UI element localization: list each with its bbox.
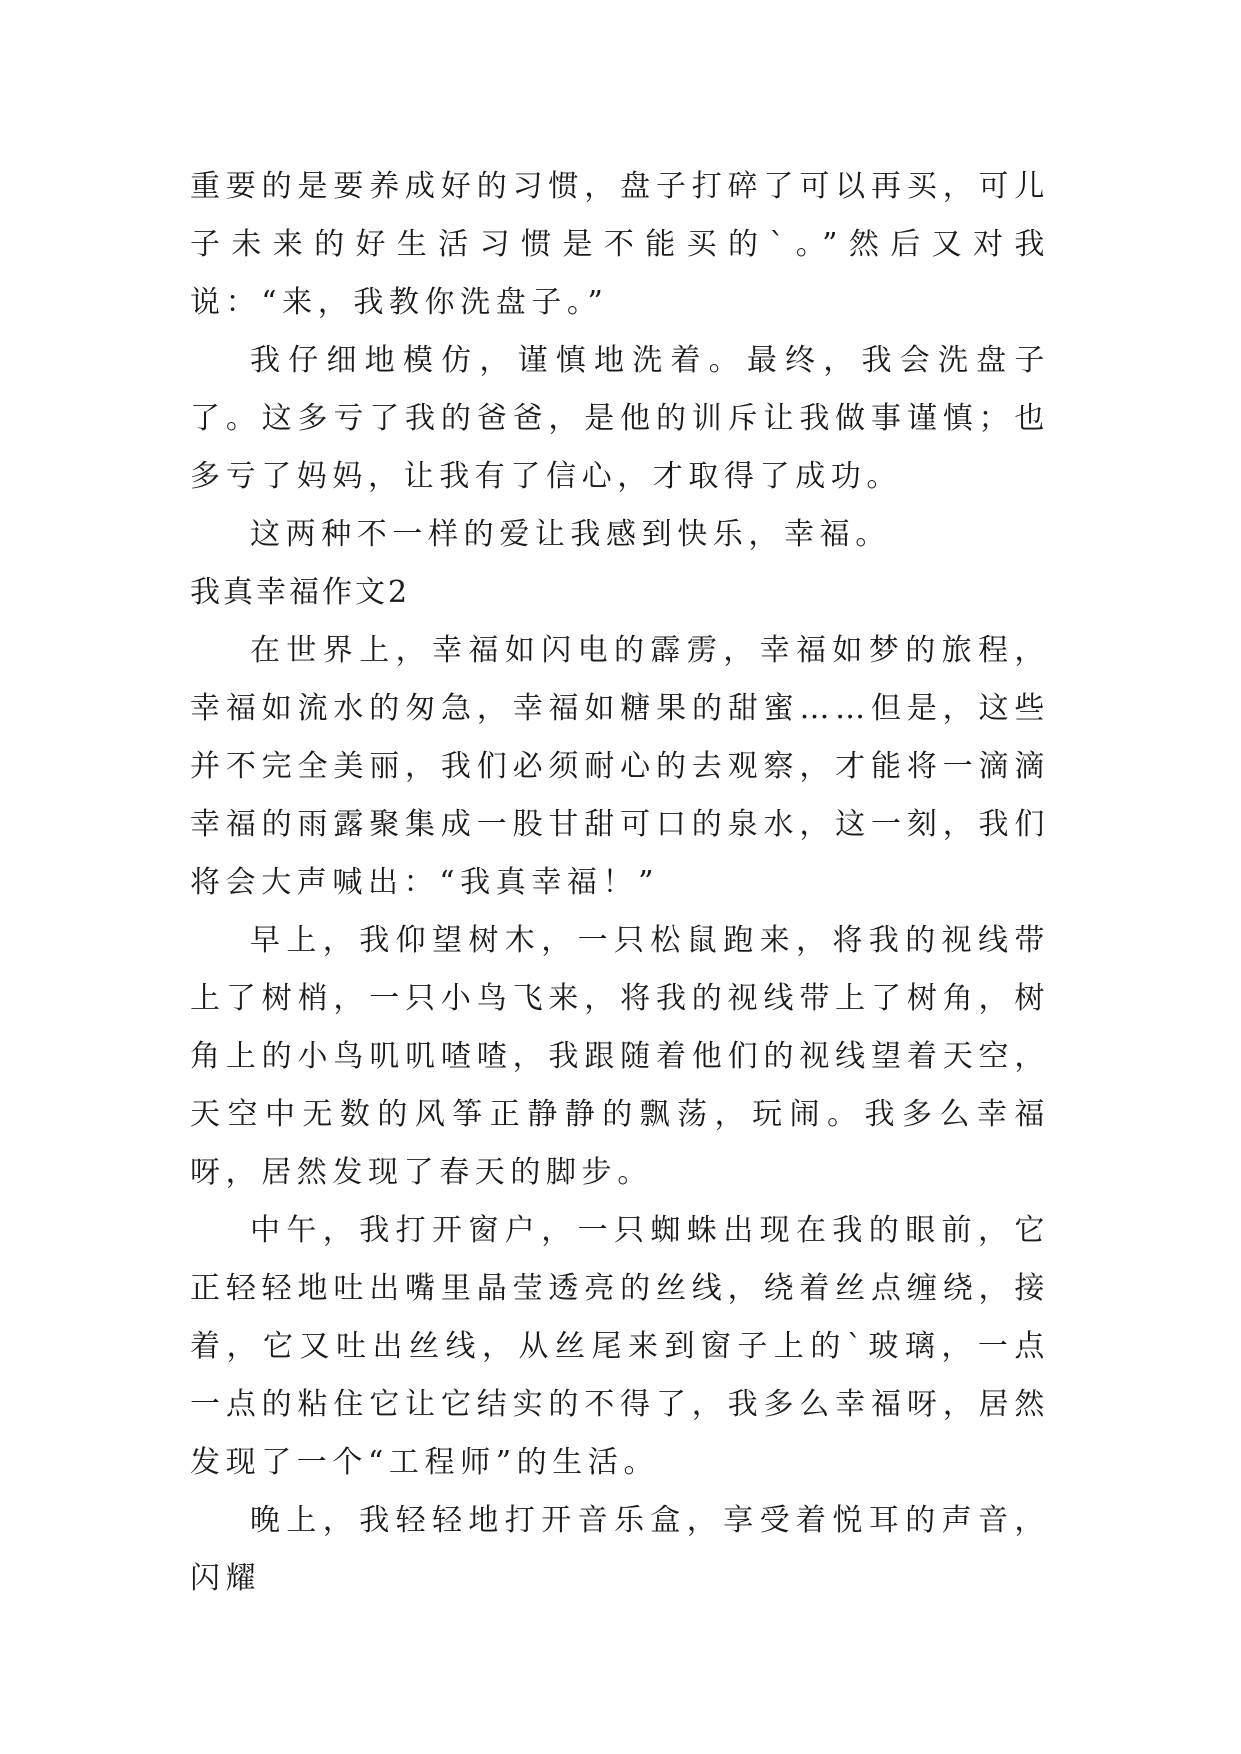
document-page [190,158,1050,1608]
paragraph-evening: 晚上，我轻轻地打开音乐盒，享受着悦耳的声音，闪耀 [190,1503,1050,1596]
essay-heading: 我真幸福作文2 [190,575,411,610]
paragraph-noon: 中午，我打开窗户，一只蜘蛛出现在我的眼前，它正轻轻地吐出嘴里晶莹透亮的丝线，绕着丝点缠绕，接着，它又吐出丝线，从丝尾来到窗子上的`玻璃，一点一点的粘住它让它结实的不得了，我多么幸福呀，居然发现了一个“工程师”的生活。 [190,1213,1050,1480]
paragraph-two-kinds-of-love: 这两种不一样的爱让我感到快乐，幸福。 [250,517,891,552]
paragraph-intro: 在世界上，幸福如闪电的霹雳，幸福如梦的旅程，幸福如流水的匆急，幸福如糖果的甜蜜……但是，这些并不完全美丽，我们必须耐心的去观察，才能将一滴滴幸福的雨露聚集成一股甘甜可口的泉水，这一刻，我们将会大声喊出：“我真幸福！” [190,633,1050,900]
paragraph-continuation: 重要的是要养成好的习惯，盘子打碎了可以再买，可儿子未来的好生活习惯是不能买的`。”然后又对我说：“来，我教你洗盘子。” [190,169,1050,320]
paragraph-morning: 早上，我仰望树木，一只松鼠跑来，将我的视线带上了树梢，一只小鸟飞来，将我的视线带上了树角，树角上的小鸟叽叽喳喳，我跟随着他们的视线望着天空，天空中无数的风筝正静静的飘荡，玩闹。我多么幸福呀，居然发现了春天的脚步。 [190,923,1050,1190]
paragraph-washing-plates: 我仔细地模仿，谨慎地洗着。最终，我会洗盘子了。这多亏了我的爸爸，是他的训斥让我做事谨慎；也多亏了妈妈，让我有了信心，才取得了成功。 [190,343,1050,494]
